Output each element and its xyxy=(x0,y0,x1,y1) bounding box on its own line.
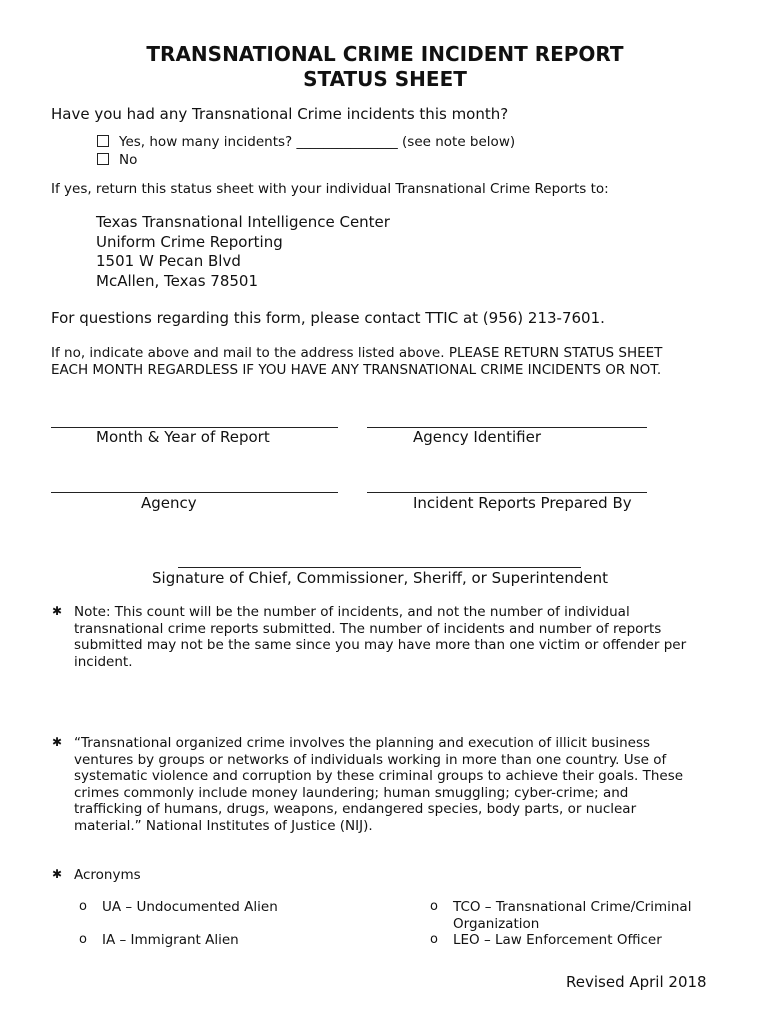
acronym-tco xyxy=(453,899,691,933)
option-yes-label: Yes, how many incidents? _______________ (see note below) xyxy=(119,134,516,150)
note-line: ventures by groups or networks of individuals working in more than one country. Use of xyxy=(74,751,667,768)
contact-text: For questions regarding this form, please contact TTIC at (956) 213-7601. xyxy=(51,309,605,327)
acronym-leo: LEO – Law Enforcement Officer xyxy=(453,932,662,948)
asterisk-icon: ✱ xyxy=(52,604,63,618)
acronym-ia: IA – Immigrant Alien xyxy=(102,932,239,948)
title-line-1: TRANSNATIONAL CRIME INCIDENT REPORT xyxy=(146,42,624,66)
option-no xyxy=(97,152,137,168)
month-year-label: Month & Year of Report xyxy=(96,428,270,446)
no-instructions-line-2: EACH MONTH REGARDLESS IF YOU HAVE ANY TRANSNATIONAL CRIME INCIDENTS OR NOT. xyxy=(51,362,662,378)
option-no-label: No xyxy=(119,152,138,168)
acronym-ua: UA – Undocumented Alien xyxy=(102,899,278,915)
no-instructions-line-1: If no, indicate above and mail to the address listed above. PLEASE RETURN STATUS SHEET xyxy=(51,345,663,361)
note-line: material.” National Institutes of Justice (NIJ). xyxy=(74,817,373,834)
asterisk-icon: ✱ xyxy=(52,867,63,881)
title-line-2: STATUS SHEET xyxy=(303,67,467,91)
acronym-tco-line-1: TCO – Transnational Crime/Criminal xyxy=(453,899,692,915)
signature-label: Signature of Chief, Commissioner, Sheriff, or Superintendent xyxy=(152,569,608,587)
agency-label: Agency xyxy=(141,494,197,512)
asterisk-icon: ✱ xyxy=(52,735,63,749)
note-line: “Transnational organized crime involves the planning and execution of illicit business xyxy=(74,735,651,751)
bullet-icon: o xyxy=(430,899,438,914)
yes-checkbox[interactable] xyxy=(97,135,109,147)
mailing-address xyxy=(96,213,390,291)
note-definition xyxy=(74,735,683,835)
no-checkbox[interactable] xyxy=(97,153,109,165)
address-line: Texas Transnational Intelligence Center xyxy=(96,213,390,231)
note-line: Note: This count will be the number of incidents, and not the number of individual xyxy=(74,604,630,620)
option-yes xyxy=(97,134,515,150)
prepared-by-line[interactable] xyxy=(367,492,647,493)
note-count xyxy=(74,604,686,670)
note-line: submitted may not be the same since you may have more than one victim or offender per xyxy=(74,637,687,654)
bullet-icon: o xyxy=(430,932,438,947)
incident-question: Have you had any Transnational Crime incidents this month? xyxy=(51,105,509,123)
return-instructions: If yes, return this status sheet with your individual Transnational Crime Reports to: xyxy=(51,181,609,197)
prepared-by-label: Incident Reports Prepared By xyxy=(413,494,632,512)
acronyms-heading: Acronyms xyxy=(74,867,141,883)
note-line: systematic violence and corruption by these criminal groups to achieve their goals. These xyxy=(74,768,684,785)
note-line: crimes commonly include money laundering; human smuggling; cyber-crime; and xyxy=(74,784,629,801)
note-line: trafficking of humans, drugs, weapons, endangered species, body parts, or nuclear xyxy=(74,801,637,818)
bullet-icon: o xyxy=(79,932,87,947)
address-line: 1501 W Pecan Blvd xyxy=(96,252,241,270)
agency-identifier-label: Agency Identifier xyxy=(413,428,541,446)
agency-line[interactable] xyxy=(51,492,338,493)
signature-line[interactable] xyxy=(178,567,581,568)
acronym-tco-line-2: Organization xyxy=(453,916,540,932)
address-line: Uniform Crime Reporting xyxy=(96,232,283,251)
revised-date: Revised April 2018 xyxy=(566,973,707,991)
address-line: McAllen, Texas 78501 xyxy=(96,271,259,290)
note-line: incident. xyxy=(74,653,133,670)
note-line: transnational crime reports submitted. The number of incidents and number of reports xyxy=(74,620,662,637)
bullet-icon: o xyxy=(79,899,87,914)
